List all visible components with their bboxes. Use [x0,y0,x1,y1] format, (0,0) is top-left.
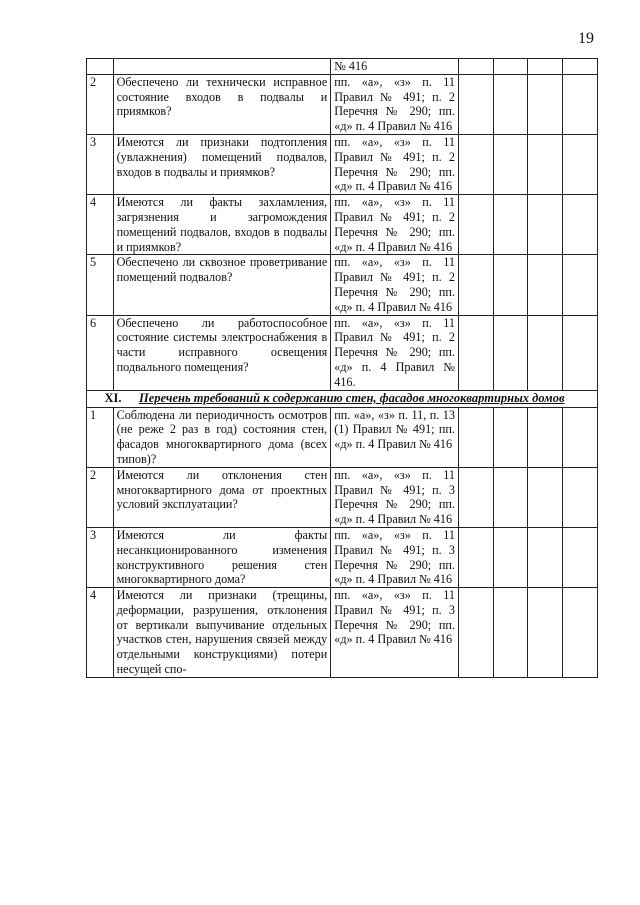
row-reference: пп. «а», «з» п. 11 Правил № 491; п. 3 Перечня № 290; пп. «д» п. 4 Правил № 416 [331,467,459,527]
row-blank-cell [458,195,493,255]
row-blank-cell [563,59,598,75]
row-blank-cell [563,315,598,390]
row-blank-cell [528,255,563,315]
row-blank-cell [563,588,598,678]
row-question: Имеются ли факты несанкционированного изменения конструктивного решения стен многоквартирного дома? [113,527,331,587]
row-question: Имеются ли признаки (трещины, деформации, разрушения, отклонения от вертикали выпучивание отдельных участков стен, нарушения связей между отдельными конструкциями) потери несущей спо- [113,588,331,678]
row-blank-cell [458,315,493,390]
section-number: XI. [104,391,122,406]
table-row [87,588,598,678]
row-reference: пп. «а», «з» п. 11 Правил № 491; п. 2 Перечня № 290; пп. «д» п. 4 Правил № 416 [331,134,459,194]
table-row [87,467,598,527]
row-question: Обеспечено ли работоспособное состояние системы электроснабжения в части исправного освещения подвального помещения? [113,315,331,390]
row-blank-cell [528,467,563,527]
row-blank-cell [493,195,528,255]
row-blank-cell [528,195,563,255]
row-blank-cell [458,59,493,75]
row-question: Обеспечено ли сквозное проветривание помещений подвалов? [113,255,331,315]
row-number [87,59,114,75]
row-blank-cell [493,255,528,315]
row-blank-cell [493,527,528,587]
row-blank-cell [458,134,493,194]
table-row [87,527,598,587]
row-blank-cell [458,588,493,678]
row-number: 3 [87,134,114,194]
row-blank-cell [528,59,563,75]
row-blank-cell [563,74,598,134]
row-blank-cell [563,527,598,587]
section-header-row [87,390,598,407]
row-blank-cell [528,407,563,467]
row-blank-cell [563,467,598,527]
row-question [113,59,331,75]
row-blank-cell [493,315,528,390]
row-blank-cell [493,59,528,75]
row-blank-cell [528,315,563,390]
row-blank-cell [493,467,528,527]
page-number: 19 [578,30,594,47]
row-blank-cell [563,255,598,315]
row-blank-cell [528,74,563,134]
row-blank-cell [493,74,528,134]
row-blank-cell [563,407,598,467]
row-blank-cell [458,255,493,315]
row-number: 5 [87,255,114,315]
row-number: 4 [87,588,114,678]
row-reference: пп. «а», «з» п. 11 Правил № 491; п. 2 Перечня № 290; пп. «д» п. 4 Правил № 416 [331,74,459,134]
row-number: 6 [87,315,114,390]
row-reference: № 416 [331,59,459,75]
row-blank-cell [493,134,528,194]
row-blank-cell [528,588,563,678]
table-row [87,255,598,315]
checklist-table [86,58,598,678]
row-reference: пп. «а», «з» п. 11 Правил № 491; п. 2 Перечня № 290; пп. «д» п. 4 Правил № 416 [331,195,459,255]
row-question: Имеются ли отклонения стен многоквартирного дома от проектных условий эксплуатации? [113,467,331,527]
row-number: 4 [87,195,114,255]
row-reference: пп. «а», «з» п. 11 Правил № 491; п. 3 Перечня № 290; пп. «д» п. 4 Правил № 416 [331,588,459,678]
row-reference: пп. «а», «з» п. 11 Правил № 491; п. 3 Перечня № 290; пп. «д» п. 4 Правил № 416 [331,527,459,587]
row-blank-cell [458,407,493,467]
row-blank-cell [458,527,493,587]
table-row [87,407,598,467]
table-row [87,59,598,75]
row-blank-cell [458,467,493,527]
row-blank-cell [528,527,563,587]
row-reference: пп. «а», «з» п. 11, п. 13 (1) Правил № 491; пп. «д» п. 4 Правил № 416 [331,407,459,467]
table-row [87,134,598,194]
row-question: Соблюдена ли периодичность осмотров (не реже 2 раз в год) состояния стен, фасадов многоквартирного дома (всех типов)? [113,407,331,467]
row-reference: пп. «а», «з» п. 11 Правил № 491; п. 2 Перечня № 290; пп. «д» п. 4 Правил № 416. [331,315,459,390]
row-blank-cell [458,74,493,134]
section-title: Перечень требований к содержанию стен, фасадов многоквартирных домов [139,391,565,406]
row-number: 2 [87,74,114,134]
row-question: Имеются ли факты захламления, загрязнения и загромождения помещений подвалов, входов в подвалы и приямков? [113,195,331,255]
row-blank-cell [493,588,528,678]
table-row [87,315,598,390]
table-row [87,74,598,134]
table-row [87,195,598,255]
row-number: 2 [87,467,114,527]
row-number: 3 [87,527,114,587]
row-reference: пп. «а», «з» п. 11 Правил № 491; п. 2 Перечня № 290; пп. «д» п. 4 Правил № 416 [331,255,459,315]
row-blank-cell [563,195,598,255]
row-blank-cell [493,407,528,467]
row-number: 1 [87,407,114,467]
row-blank-cell [563,134,598,194]
row-question: Обеспечено ли технически исправное состояние входов в подвалы и приямков? [113,74,331,134]
row-blank-cell [528,134,563,194]
row-question: Имеются ли признаки подтопления (увлажнения) помещений подвалов, входов в подвалы и приямков? [113,134,331,194]
